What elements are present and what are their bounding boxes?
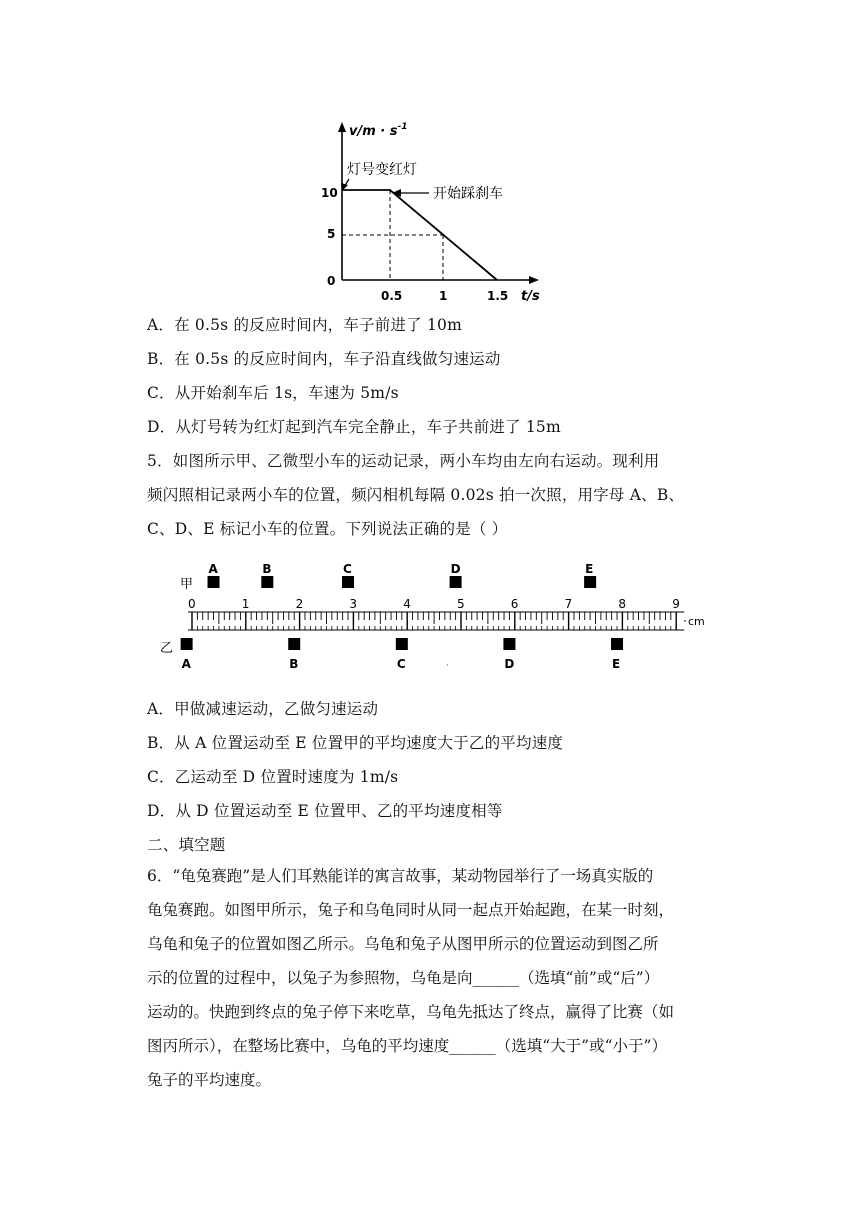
y-tick-5: 5 <box>327 227 336 241</box>
stray-dot: · <box>446 661 449 670</box>
ruler-scale <box>188 612 686 630</box>
marker-label: B <box>262 562 272 576</box>
x-tick-0-5: 0.5 <box>381 289 403 303</box>
y-axis-arrow <box>338 122 346 132</box>
q4-option-d: D．从灯号转为红灯起到汽车完全静止，车子共前进了 15m <box>147 418 561 436</box>
q5-stem-line3: C、D、E 标记小车的位置。下列说法正确的是（ ） <box>147 520 508 538</box>
marker-label: D <box>504 657 515 671</box>
ruler-number: 1 <box>241 597 250 611</box>
q6-line: 6．“龟兔赛跑”是人们耳熟能详的寓言故事，某动物园举行了一场真实版的 <box>147 867 654 885</box>
q5-option-a: A．甲做减速运动，乙做匀速运动 <box>147 700 379 718</box>
ruler-number: 0 <box>188 597 196 611</box>
annotation-red-light: 灯号变红灯 <box>347 162 417 178</box>
ruler-number: 4 <box>403 597 411 611</box>
y-axis-label: $v/m \cdot s^{-1}$ <box>349 122 408 139</box>
q5-option-d: D．从 D 位置运动至 E 位置甲、乙的平均速度相等 <box>147 802 503 820</box>
q5-option-c: C．乙运动至 D 位置时速度为 1m/s <box>147 768 399 786</box>
car-marker <box>503 638 515 650</box>
marker-label: C <box>343 562 352 576</box>
section-title: 二、填空题 <box>147 836 226 854</box>
ruler-number: 5 <box>457 597 465 611</box>
car-marker <box>208 576 220 588</box>
marker-label: E <box>585 562 594 576</box>
x-axis-label: t/s <box>521 289 540 303</box>
row2-markers <box>181 638 623 671</box>
q5-option-b: B．从 A 位置运动至 E 位置甲的平均速度大于乙的平均速度 <box>147 734 564 752</box>
q4-option-b: B．在 0.5s 的反应时间内，车子沿直线做匀速运动 <box>147 350 501 368</box>
annotation-brake: 开始踩刹车 <box>433 186 503 202</box>
car-marker <box>288 638 300 650</box>
car-marker <box>261 576 273 588</box>
q6-line: 乌龟和兔子的位置如图乙所示。乌龟和兔子从图甲所示的位置运动到图乙所 <box>147 935 659 953</box>
car-marker <box>396 638 408 650</box>
y-tick-0: 0 <box>327 274 336 288</box>
row-label-yi: 乙 <box>160 641 174 656</box>
ruler-unit: cm <box>688 615 705 628</box>
q6-paragraph <box>147 859 717 1097</box>
marker-label: A <box>181 657 191 671</box>
ruler-number: 3 <box>349 597 358 611</box>
ruler-number: 9 <box>672 597 680 611</box>
x-tick-1: 1 <box>439 289 448 303</box>
q6-line: 示的位置的过程中，以兔子为参照物，乌龟是向______（选填“前”或“后”） <box>147 969 660 987</box>
ruler-figure <box>150 558 720 678</box>
car-marker <box>342 576 354 588</box>
ruler-number: 8 <box>618 597 627 611</box>
ruler-numbers <box>188 597 680 611</box>
marker-label: E <box>612 657 621 671</box>
q6-line: 图丙所示），在整场比赛中，乌龟的平均速度______（选填“大于”或“小于”） <box>147 1037 667 1055</box>
velocity-time-graph <box>315 118 565 303</box>
row-label-jia: 甲 <box>180 577 194 592</box>
car-marker <box>450 576 462 588</box>
q5-stem-line1: 5．如图所示甲、乙微型小车的运动记录，两小车均由左向右运动。现利用 <box>147 452 660 470</box>
q6-line: 兔子的平均速度。 <box>147 1071 272 1089</box>
y-tick-10: 10 <box>321 186 338 200</box>
ruler-number: 6 <box>510 597 519 611</box>
x-tick-1-5: 1.5 <box>487 289 509 303</box>
car-marker <box>181 638 193 650</box>
q4-option-c: C．从开始刹车后 1s，车速为 5m/s <box>147 384 399 402</box>
ruler-number: 2 <box>295 597 304 611</box>
marker-label: A <box>208 562 218 576</box>
car-marker <box>584 576 596 588</box>
q6-line: 运动的。快跑到终点的兔子停下来吃草，乌龟先抵达了终点，赢得了比赛（如 <box>147 1003 675 1021</box>
car-marker <box>611 638 623 650</box>
q6-line: 龟兔赛跑。如图甲所示，兔子和乌龟同时从同一起点开始起跑，在某一时刻， <box>147 901 675 919</box>
row1-markers <box>208 562 597 588</box>
marker-label: B <box>289 657 299 671</box>
q5-stem-line2: 频闪照相记录两小车的位置，频闪相机每隔 0.02s 拍一次照，用字母 A、B、 <box>147 486 685 504</box>
marker-label: D <box>450 562 461 576</box>
marker-label: C <box>396 657 406 671</box>
x-axis-arrow <box>529 276 539 284</box>
q4-option-a: A．在 0.5s 的反应时间内，车子前进了 10m <box>147 316 463 334</box>
ruler-number: 7 <box>564 597 573 611</box>
